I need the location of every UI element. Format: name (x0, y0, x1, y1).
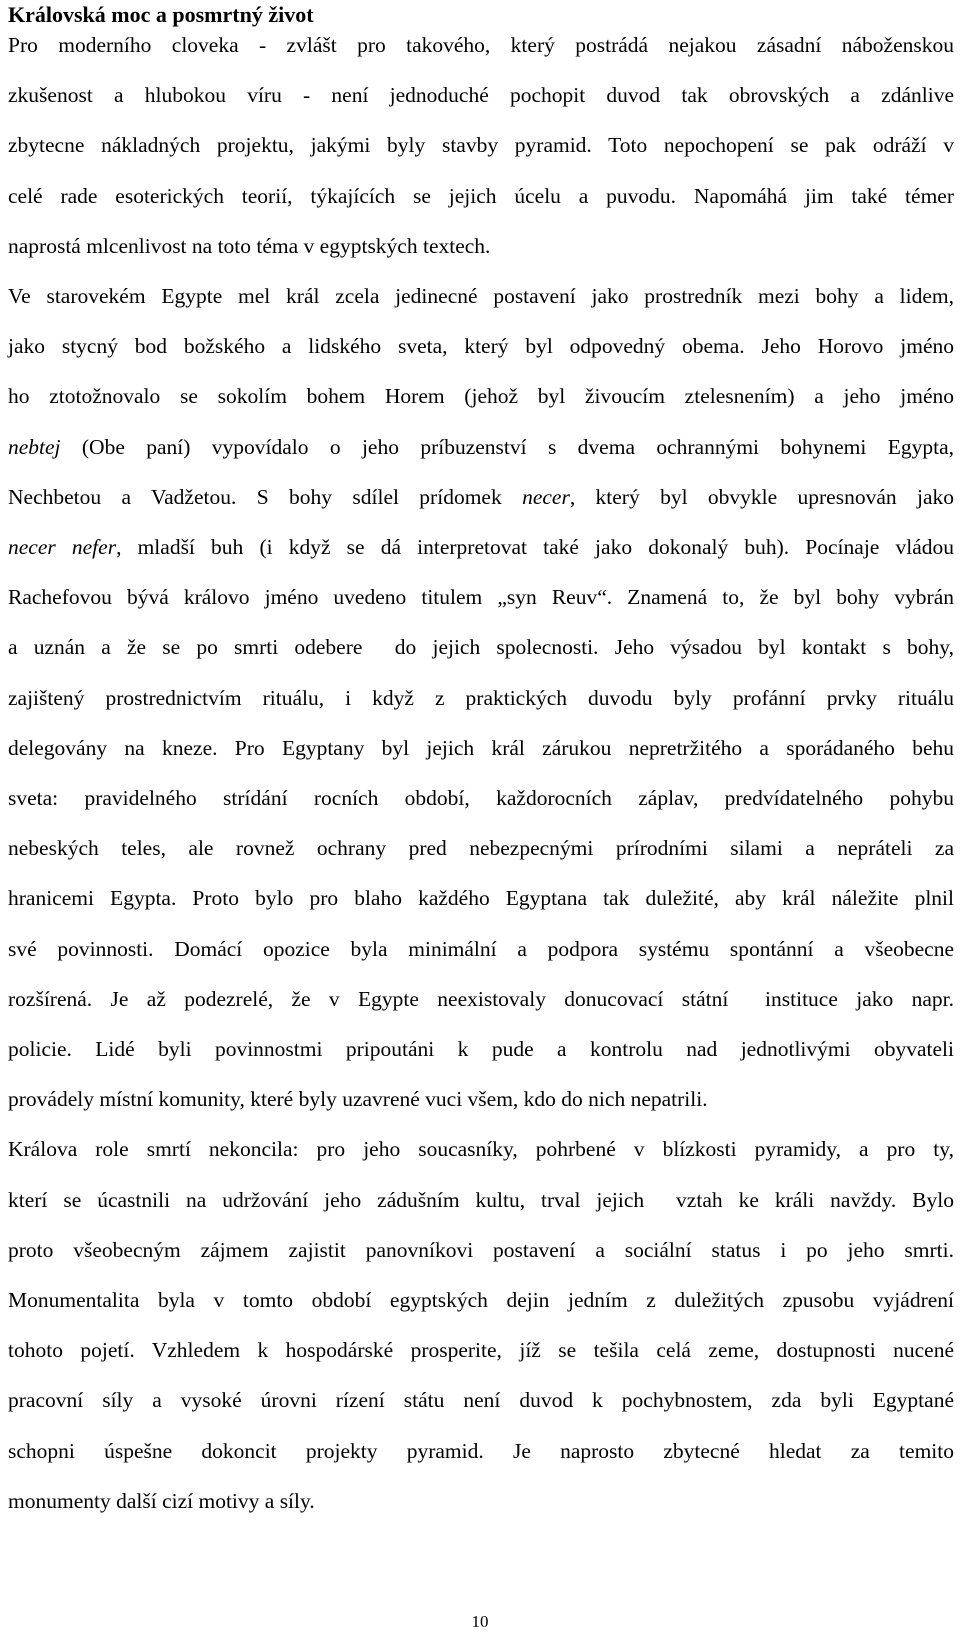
text-segment: zbytecne nákladných projektu, jakými byly stavby pyramid. Toto nepochopení se pak odráží v (8, 133, 954, 158)
text-line (8, 1036, 954, 1062)
text-line (8, 1287, 954, 1313)
text-line (8, 1337, 954, 1363)
text-line (8, 936, 954, 962)
text-line (8, 1387, 954, 1413)
text-segment: Pro moderního cloveka - zvlášt pro takového, který postrádá nejakou zásadní náboženskou (8, 33, 954, 57)
text-segment: celé rade esoterických teorií, týkajících se jejich úcelu a puvodu. Napomáhá jim také témer (8, 183, 954, 208)
text-line (8, 1237, 954, 1263)
text-line (8, 735, 954, 761)
text-line (8, 383, 954, 409)
text-segment: kterí se úcastnili na udržování jeho zádušním kultu, trval jejich vztah ke králi navždy. Bylo (8, 1187, 954, 1212)
italic-term: necer nefer (8, 535, 117, 559)
text-line (8, 986, 954, 1012)
text-line (8, 233, 954, 259)
text-segment: Nechbetou a Vadžetou. S bohy sdílel prídomek (8, 484, 523, 509)
text-segment: Králova role smrtí nekoncila: pro jeho soucasníky, pohrbené v blízkosti pyramidy, a pro ty, (8, 1137, 954, 1162)
text-segment: proto všeobecným zájmem zajistit panovníkovi postavení a sociální status i po jeho smrti. (8, 1237, 954, 1262)
text-segment: Rachefovou bývá královo jméno uvedeno titulem „syn Reuv“. Znamená to, že byl bohy vybrán (8, 585, 954, 610)
text-line (8, 885, 954, 911)
text-segment: Ve starovekém Egypte mel král zcela jedinecné postavení jako prostredník mezi bohy a lidem, (8, 284, 954, 308)
text-segment: jako stycný bod božského a lidského sveta, který byl odpovedný obema. Jeho Horovo jméno (8, 334, 954, 359)
text-line (8, 1136, 954, 1162)
text-line (8, 1488, 954, 1514)
text-line (8, 82, 954, 108)
text-segment: zajištený prostrednictvím rituálu, i když z praktických duvodu byly profánní prvky rituálu (8, 685, 954, 710)
text-line (8, 434, 954, 460)
text-line (8, 484, 954, 510)
text-line (8, 283, 954, 309)
text-segment: pracovní síly a vysoké úrovni rízení státu není duvod k pochybnostem, zda byli Egyptané (8, 1388, 954, 1413)
text-line (8, 534, 954, 560)
text-segment: monumenty další cizí motivy a síly. (8, 1488, 315, 1513)
text-segment: provádely místní komunity, které byly uzavrené vuci všem, kdo do nich nepatrili. (8, 1087, 708, 1112)
text-segment: a uznán a že se po smrti odebere do jejich spolecnosti. Jeho výsadou byl kontakt s bohy, (8, 635, 954, 660)
text-segment: policie. Lidé byli povinnostmi pripoutáni k pude a kontrolu nad jednotlivými obyvateli (8, 1037, 954, 1061)
italic-term: necer (522, 484, 570, 509)
text-segment: Monumentalita byla v tomto období egyptských dejin jedním z duležitých zpusobu vyjádrení (8, 1288, 954, 1312)
text-segment: , mladší buh (i když se dá interpretovat také jako dokonalý buh). Pocínaje vládou (116, 535, 954, 559)
text-segment: , který byl obvykle upresnován jako (569, 484, 954, 509)
text-segment: zkušenost a hlubokou víru - není jednoduché pochopit duvod tak obrovských a zdánlive (8, 83, 954, 108)
text-segment: ho ztotožnovalo se sokolím bohem Horem (jehož byl živoucím ztelesnením) a jeho jméno (8, 384, 954, 409)
document-title: Královská moc a posmrtný život (8, 2, 314, 27)
text-line (8, 1187, 954, 1213)
text-line (8, 32, 954, 58)
text-line (8, 835, 954, 861)
text-segment: nebeských teles, ale rovnež ochrany pred nebezpecnými prírodními silami a nepráteli za (8, 836, 954, 861)
text-segment: schopni úspešne dokoncit projekty pyramid. Je naprosto zbytecné hledat za temito (8, 1438, 954, 1463)
text-segment: sveta: pravidelného strídání rocních období, každorocních záplav, predvídatelného pohybu (8, 786, 954, 810)
text-segment: hranicemi Egypta. Proto bylo pro blaho každého Egyptana tak duležité, aby král náležite plnil (8, 886, 954, 911)
italic-term: nebtej (8, 434, 61, 459)
page-number: 10 (471, 1612, 489, 1631)
text-line (8, 634, 954, 660)
text-line (8, 785, 954, 811)
text-line (8, 333, 954, 359)
text-line (8, 1438, 954, 1464)
text-line (8, 132, 954, 158)
text-line (8, 1086, 954, 1112)
text-line (8, 685, 954, 711)
text-segment: tohoto pojetí. Vzhledem k hospodárské prosperite, jíž se tešila celá zeme, dostupnosti nucené (8, 1338, 954, 1363)
text-segment: své povinnosti. Domácí opozice byla minimální a podpora systému spontánní a všeobecne (8, 936, 954, 961)
text-segment: (Obe paní) vypovídalo o jeho príbuzenství s dvema ochrannými bohynemi Egypta, (60, 434, 954, 459)
text-line (8, 183, 954, 209)
text-segment: rozšírená. Je až podezrelé, že v Egypte neexistovaly donucovací státní instituce jako napr. (8, 986, 954, 1011)
text-segment: naprostá mlcenlivost na toto téma v egyptských textech. (8, 233, 491, 258)
text-segment: delegovány na kneze. Pro Egyptany byl jejich král zárukou nepretržitého a sporádaného behu (8, 735, 954, 760)
text-line (8, 584, 954, 610)
